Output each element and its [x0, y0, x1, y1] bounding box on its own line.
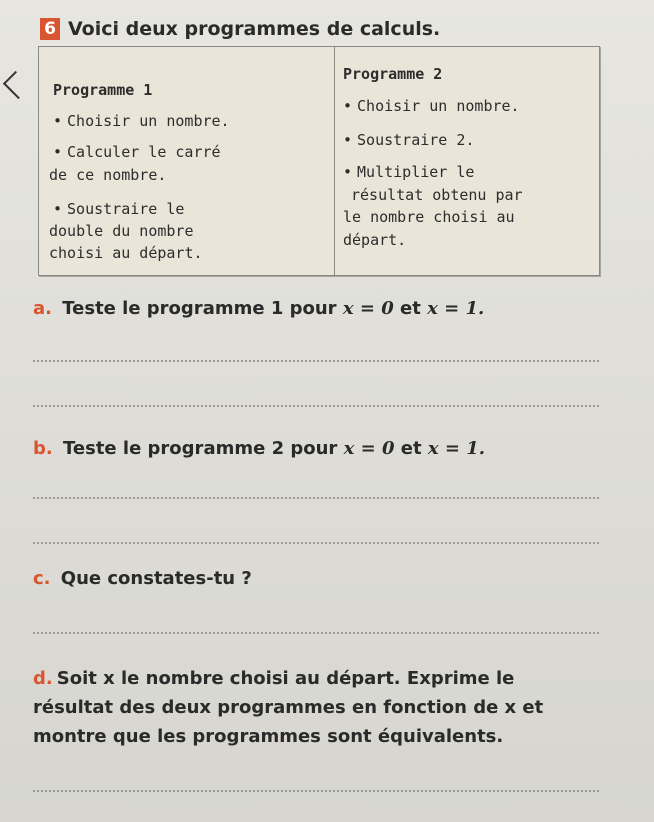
question-a [33, 298, 484, 319]
exercise-number-badge: 6 [40, 18, 60, 40]
programme2-line: départ. [343, 231, 407, 249]
programme1-line: double du nombre [49, 222, 194, 240]
question-d-line [33, 664, 613, 693]
question-text: Teste le programme 1 pour [62, 298, 337, 319]
question-b [33, 438, 485, 459]
question-letter: a. [33, 298, 52, 319]
question-letter: d. [33, 668, 53, 689]
question-letter: c. [33, 568, 51, 589]
programme2-line: résultat obtenu par [351, 186, 523, 204]
question-d-line: résultat des deux programmes en fonction de x et [33, 697, 544, 718]
programme2-line: • Choisir un nombre. [343, 97, 520, 115]
question-d [33, 664, 613, 751]
equation: x = 1. [427, 298, 485, 319]
question-text: Teste le programme 2 pour [63, 438, 338, 459]
programme1-line: • Choisir un nombre. [53, 112, 230, 130]
question-c [33, 568, 252, 589]
answer-line[interactable] [33, 788, 599, 792]
programme1-line: • Calculer le carré [53, 143, 221, 161]
answer-line[interactable] [33, 540, 599, 544]
conjunction: et [400, 438, 422, 459]
programme2-line: • Soustraire 2. [343, 131, 474, 149]
question-d-line: montre que les programmes sont équivalents. [33, 726, 504, 747]
programme1-line: choisi au départ. [49, 244, 203, 262]
programmes-divider [334, 47, 335, 275]
equation: x = 1. [427, 438, 485, 459]
conjunction: et [400, 298, 421, 319]
answer-line[interactable] [33, 403, 599, 407]
programme1-heading: Programme 1 [53, 81, 153, 99]
question-letter: b. [33, 438, 53, 459]
exercise-header [40, 18, 440, 40]
programme2-line: • Multiplier le [343, 163, 474, 181]
programme1-line: de ce nombre. [49, 166, 167, 184]
margin-mark [3, 71, 31, 99]
exercise-title: Voici deux programmes de calculs. [68, 18, 441, 40]
answer-line[interactable] [33, 630, 599, 634]
programme2-heading: Programme 2 [343, 65, 443, 83]
equation: x = 0 [343, 438, 395, 459]
programme1-line: • Soustraire le [53, 200, 184, 218]
answer-line[interactable] [33, 358, 599, 362]
equation: x = 0 [342, 298, 394, 319]
programmes-box [38, 46, 600, 276]
programme2-line: le nombre choisi au [343, 208, 515, 226]
answer-line[interactable] [33, 495, 599, 499]
question-text: Soit x le nombre choisi au départ. Exprime le [56, 668, 515, 689]
question-text: Que constates-tu ? [60, 568, 252, 589]
